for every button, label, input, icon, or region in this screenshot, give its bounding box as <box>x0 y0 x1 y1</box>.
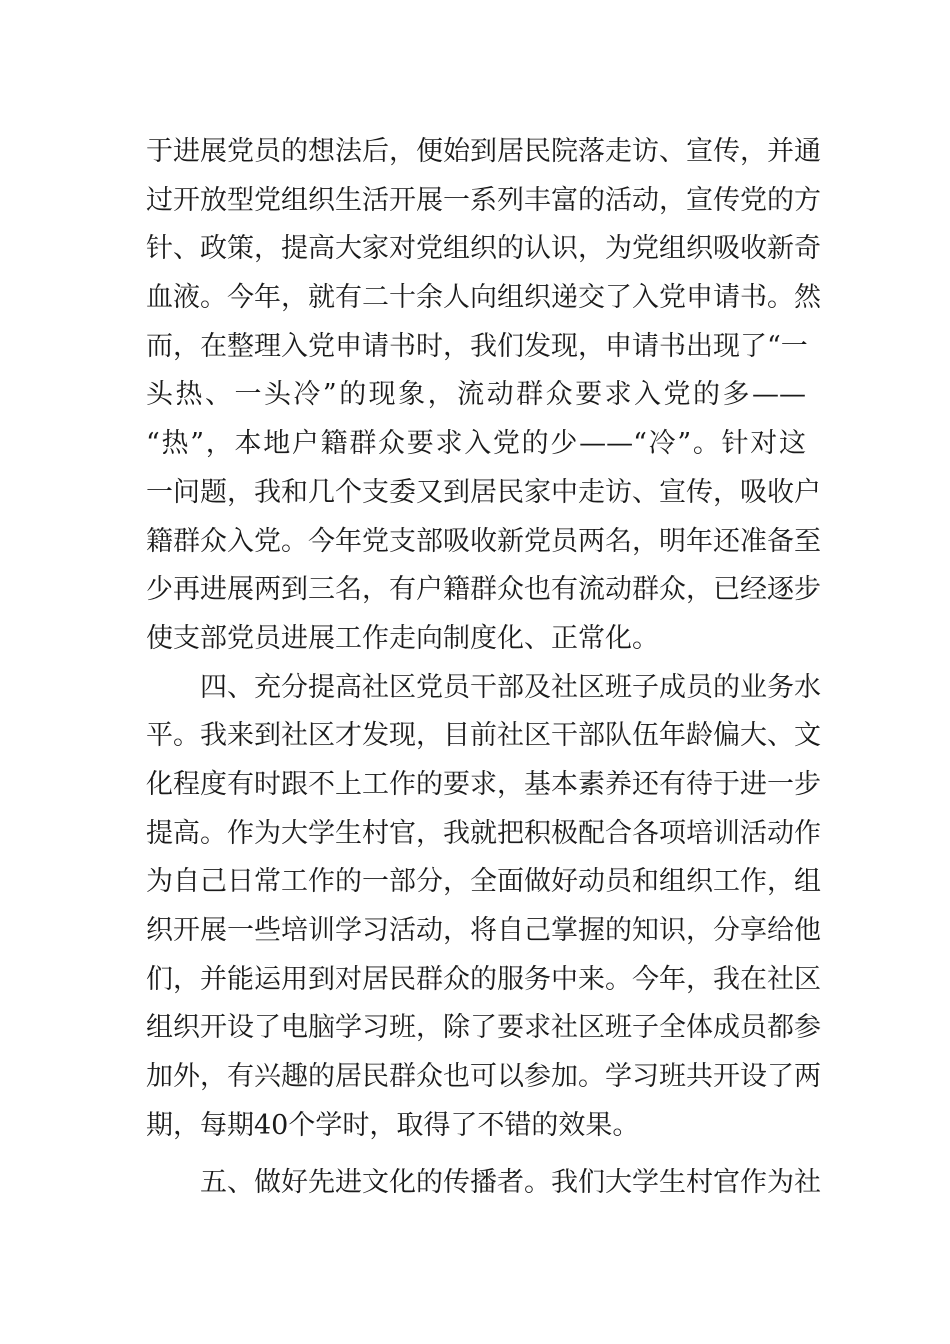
text-line: 们，并能运用到对居民群众的服务中来。今年，我在社区 <box>146 963 821 995</box>
text-line: “热”，本地户籍群众要求入党的少——“冷”。针对这 <box>146 428 806 460</box>
text-line: 使支部党员进展工作走向制度化、正常化。 <box>146 622 659 654</box>
paragraph-gap <box>146 1150 806 1159</box>
text-line: 过开放型党组织生活开展一系列丰富的活动，宣传党的方 <box>146 184 821 216</box>
text-line: 籍群众入党。今年党支部吸收新党员两名，明年还准备至 <box>146 525 821 557</box>
text-line: 针、政策，提高大家对党组织的认识，为党组织吸收新奇 <box>146 233 821 265</box>
text-line: 织开展一些培训学习活动，将自己掌握的知识，分享给他 <box>146 915 821 946</box>
text-line: 提高。作为大学生村官，我就把积极配合各项培训活动作 <box>146 817 821 849</box>
text-line: 血液。今年，就有二十余人向组织递交了入党申请书。然 <box>146 282 821 314</box>
text-line: 于进展党员的想法后，便始到居民院落走访、宣传，并通 <box>146 136 821 167</box>
text-line: 头热、一头冷”的现象，流动群众要求入党的多—— <box>146 379 806 411</box>
text-line: 组织开设了电脑学习班，除了要求社区班子全体成员都参 <box>146 1012 821 1044</box>
text-line: 期，每期40个学时，取得了不错的效果。 <box>146 1109 640 1141</box>
paragraph-first-line: 四、充分提高社区党员干部及社区班子成员的业务水 <box>200 671 821 703</box>
text-line: 化程度有时跟不上工作的要求，基本素养还有待于进一步 <box>146 768 821 800</box>
text-line: 为自己日常工作的一部分，全面做好动员和组织工作，组 <box>146 866 821 898</box>
text-line: 少再进展两到三名，有户籍群众也有流动群众，已经逐步 <box>146 574 821 606</box>
document-body <box>146 128 821 1208</box>
text-line: 平。我来到社区才发现，目前社区干部队伍年龄偏大、文 <box>146 720 821 752</box>
paragraph-first-line: 五、做好先进文化的传播者。我们大学生村官作为社 <box>200 1167 821 1199</box>
text-line: 一问题，我和几个支委又到居民家中走访、宣传，吸收户 <box>146 476 821 508</box>
text-line: 加外，有兴趣的居民群众也可以参加。学习班共开设了两 <box>146 1061 821 1093</box>
text-line: 而，在整理入党申请书时，我们发现，申请书出现了“一 <box>146 330 808 362</box>
